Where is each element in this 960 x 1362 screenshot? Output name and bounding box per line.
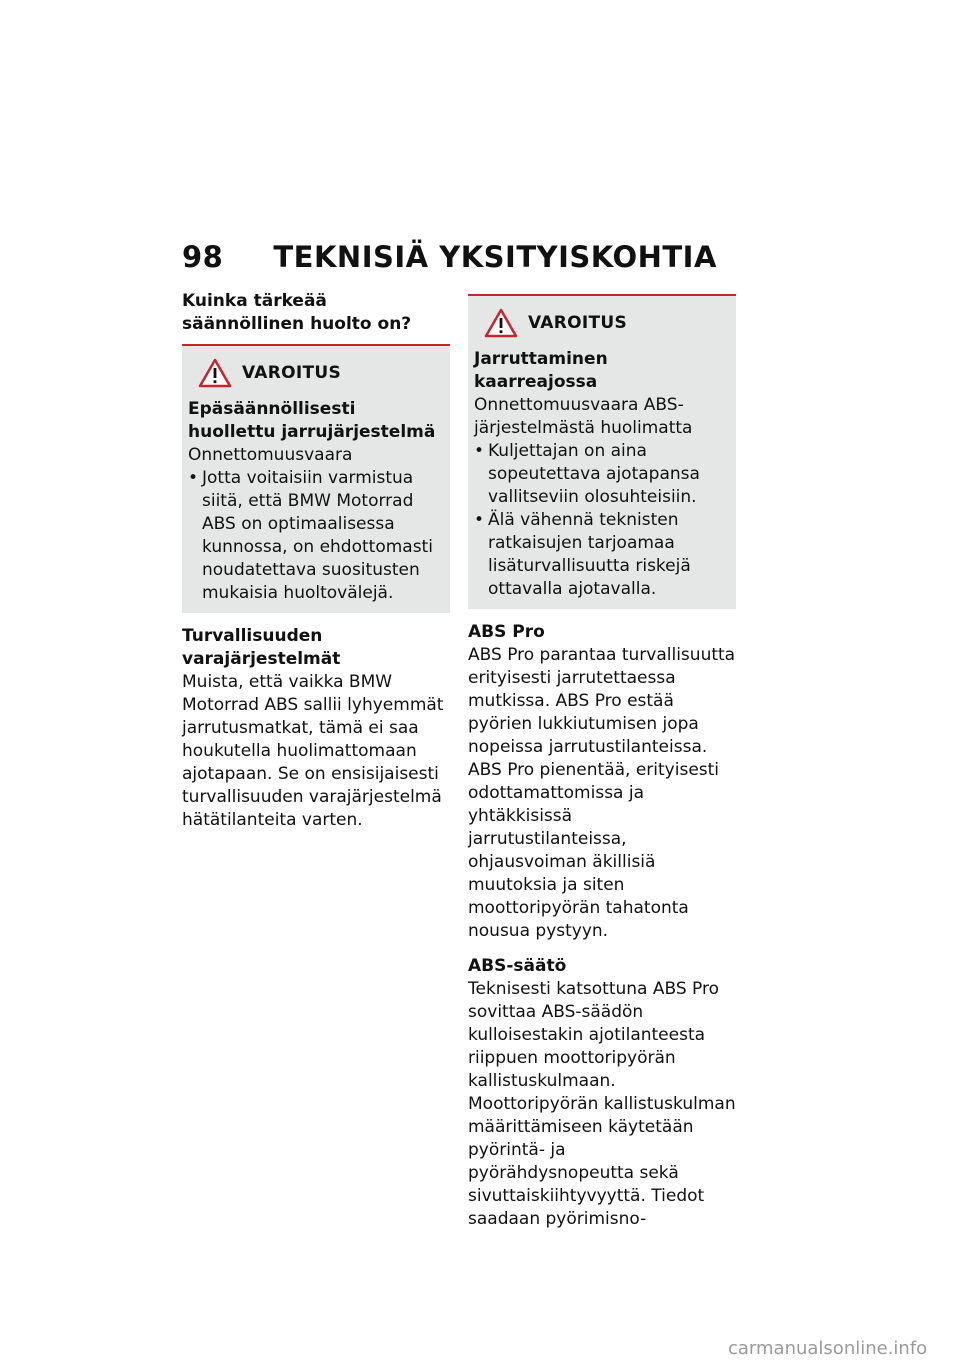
warning-triangle-icon <box>484 308 518 338</box>
warning-title <box>188 358 444 388</box>
left-column <box>182 290 450 832</box>
section-heading: ABS-säätö <box>468 956 567 976</box>
section-heading: Turvallisuuden varajärjestelmät <box>182 626 341 669</box>
warning-triangle-icon <box>198 358 232 388</box>
section-abs-saato <box>468 955 736 1231</box>
page-header <box>182 240 717 274</box>
right-column <box>468 290 736 1231</box>
section-body: Muista, että vaikka BMW Motorrad ABS sallii lyhyemmät jarrutusmatkat, tämä ei saa houkutella huolimattomaan ajotapaan. Se on ensisijaisesti turvallisuuden varajärjestelmä hätätilanteita varten. <box>182 672 444 830</box>
section-body: ABS Pro parantaa turvallisuutta erityisesti jarrutettaessa mutkissa. ABS Pro estää pyörien lukkiutumisen jopa nopeissa jarrutustilanteissa. ABS Pro pienentää, erityisesti odottamattomissa ja yhtäkkisissä jarrutustilanteissa, ohjausvoiman äkillisiä muutoksia ja siten moottoripyörän tahatonta nousua pystyyn. <box>468 645 736 941</box>
warning-bullet: • Jotta voitaisiin varmistua siitä, että BMW Motorrad ABS on optimaalisessa kunnossa, on ehdottomasti noudatettava suositusten mukaisia huoltovälejä. <box>188 467 444 605</box>
warning-label: VAROITUS <box>528 313 628 333</box>
warning-box-brakes-maintenance <box>182 344 450 613</box>
page-number: 98 <box>182 240 224 274</box>
warning-title <box>474 308 730 338</box>
page-title: TEKNISIÄ YKSITYISKOHTIA <box>273 240 717 274</box>
warning-heading: Jarruttaminen kaarreajossa <box>474 349 608 392</box>
section-abs-pro <box>468 621 736 943</box>
section-safety-backup <box>182 625 450 832</box>
warning-bullet: • Älä vähennä teknisten ratkaisujen tarjoamaa lisäturvallisuutta riskejä ottavalla ajotavalla. <box>474 509 730 601</box>
watermark: carmanualsonline.info <box>728 1338 928 1359</box>
warning-bullet-list <box>188 467 444 605</box>
warning-box-curve-braking <box>468 294 736 609</box>
warning-subtitle: Onnettomuusvaara ABS-järjestelmästä huolimatta <box>474 395 693 438</box>
warning-heading: Epäsäännöllisesti huollettu jarrujärjestelmä <box>188 399 436 442</box>
section-heading: ABS Pro <box>468 622 545 642</box>
intro-heading: Kuinka tärkeää säännöllinen huolto on? <box>182 291 412 334</box>
warning-bullet: • Kuljettajan on aina sopeutettava ajotapansa vallitseviin olosuhteisiin. <box>474 440 730 509</box>
section-body: Teknisesti katsottuna ABS Pro sovittaa ABS-säädön kulloisestakin ajotilanteesta riippuen moottoripyörän kallistuskulmaan. Moottoripyörän kallistuskulman määrittämiseen käytetään pyörintä- ja pyörähdysnopeutta sekä sivuttaiskiihtyvyyttä. Tiedot saadaan pyörimisno- <box>468 979 736 1229</box>
warning-bullet-list <box>474 440 730 601</box>
warning-label: VAROITUS <box>242 363 342 383</box>
warning-subtitle: Onnettomuusvaara <box>188 445 353 465</box>
